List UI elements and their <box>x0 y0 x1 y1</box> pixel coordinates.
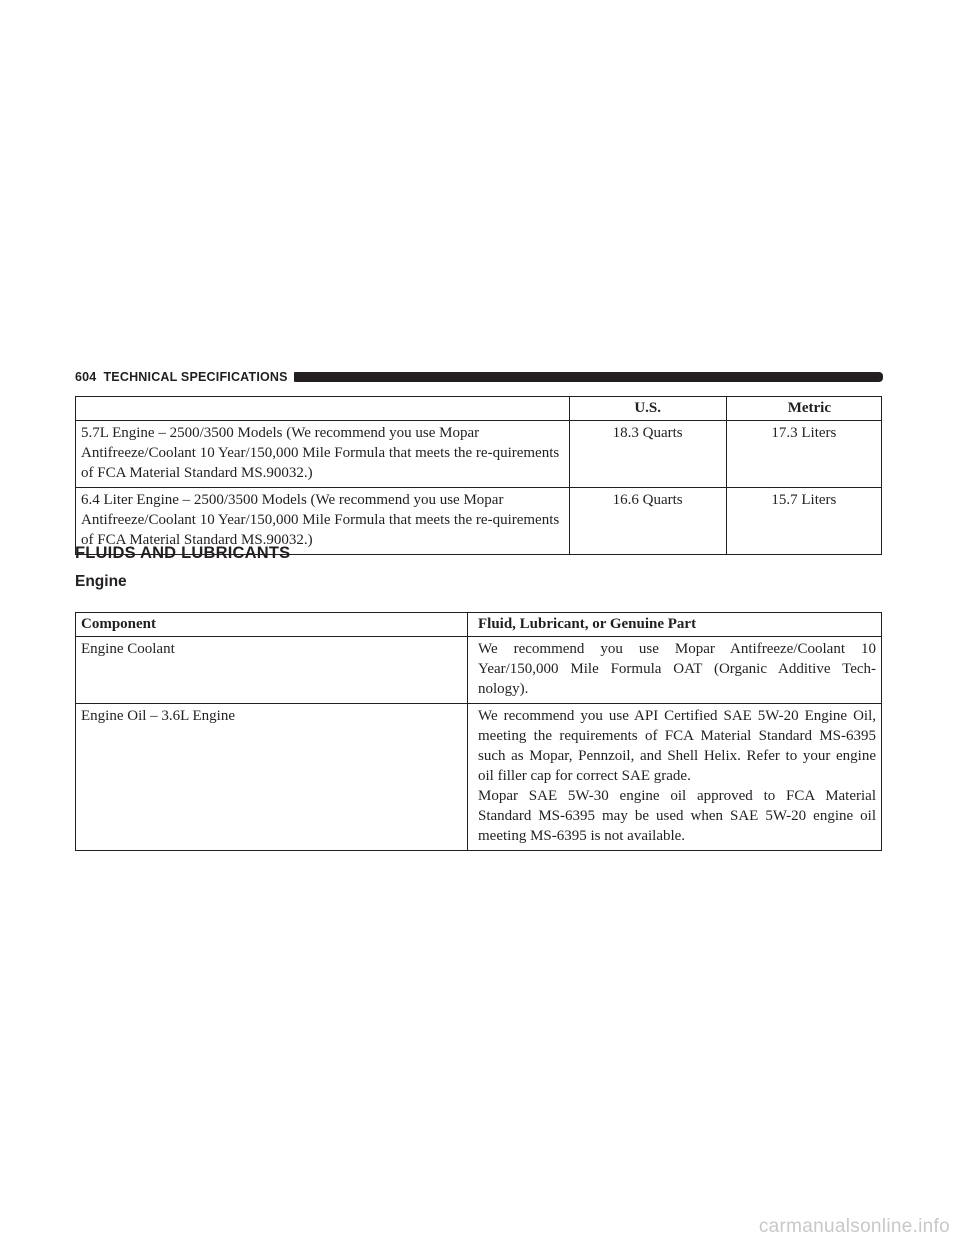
section-title: FLUIDS AND LUBRICANTS <box>75 544 291 562</box>
table-row <box>76 704 882 851</box>
row-us-value: 16.6 Quarts <box>569 488 726 555</box>
coolant-capacity-table <box>75 396 882 555</box>
running-header <box>75 366 883 388</box>
subsection-title: Engine <box>75 573 127 590</box>
watermark: carmanualsonline.info <box>758 1216 950 1237</box>
fluid-paragraph: Mopar SAE 5W-30 engine oil approved to FCA Material Standard MS-6395 may be used when SAE 5W-20 engine oil meeting MS-6395 is not available. <box>478 788 876 844</box>
header-cell-component: Component <box>76 613 468 637</box>
row-metric-value: 17.3 Liters <box>726 421 881 488</box>
row-us-value: 18.3 Quarts <box>569 421 726 488</box>
table-row <box>76 421 882 488</box>
running-header-section: TECHNICAL SPECIFICATIONS <box>103 370 288 384</box>
table-header-row <box>76 397 882 421</box>
header-cell-us: U.S. <box>569 397 726 421</box>
table-row <box>76 637 882 704</box>
header-rule <box>294 372 883 382</box>
header-cell-description <box>76 397 570 421</box>
table-header-row <box>76 613 882 637</box>
page-number: 604 <box>75 370 97 384</box>
fluids-lubricants-table <box>75 612 882 851</box>
row-description: 5.7L Engine – 2500/3500 Models (We recommend you use Mopar Antifreeze/Coolant 10 Year/150,000 Mile Formula that meets the re-quirements of FCA Material Standard MS.90032.) <box>76 421 570 488</box>
row-component: Engine Oil – 3.6L Engine <box>76 704 468 851</box>
row-component: Engine Coolant <box>76 637 468 704</box>
row-description: 6.4 Liter Engine – 2500/3500 Models (We recommend you use Mopar Antifreeze/Coolant 10 Year/150,000 Mile Formula that meets the re-quirements of FCA Material Standard MS.90032.) <box>76 488 570 555</box>
row-fluid <box>468 637 882 704</box>
row-fluid <box>468 704 882 851</box>
fluid-paragraph: We recommend you use API Certified SAE 5W-20 Engine Oil, meeting the requirements of FCA Material Standard MS-6395 such as Mopar, Pennzoil, and Shell Helix. Refer to your engine oil filler cap for correct SAE grade. <box>478 708 876 784</box>
header-cell-fluid: Fluid, Lubricant, or Genuine Part <box>468 613 882 637</box>
row-metric-value: 15.7 Liters <box>726 488 881 555</box>
header-cell-metric: Metric <box>726 397 881 421</box>
fluid-paragraph: We recommend you use Mopar Antifreeze/Coolant 10 Year/150,000 Mile Formula OAT (Organic Additive Tech-nology). <box>478 641 876 697</box>
